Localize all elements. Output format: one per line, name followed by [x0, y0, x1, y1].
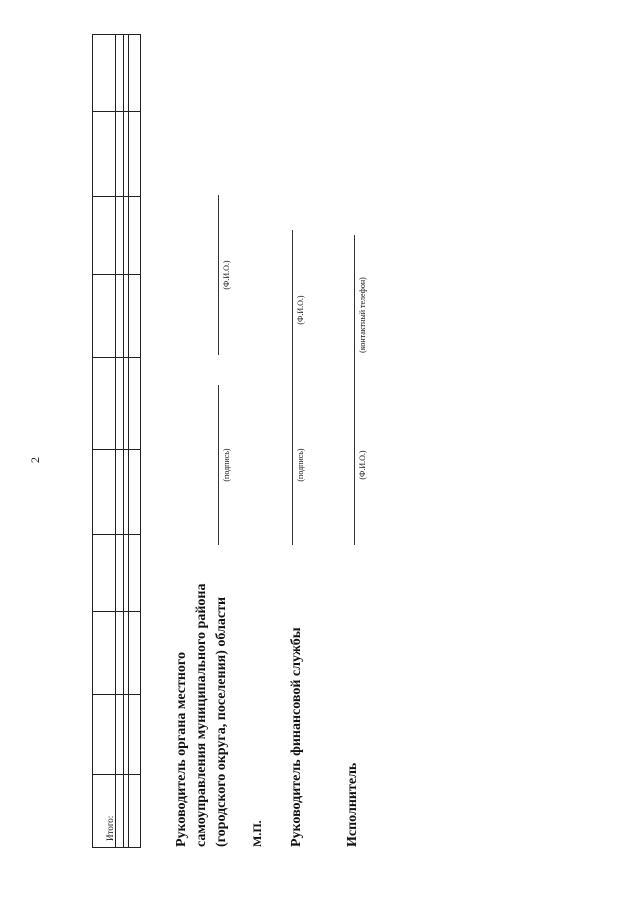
stamp-label: М.П.	[250, 820, 264, 847]
table-cell	[93, 612, 116, 695]
finance-name-hint: (Ф.И.О.)	[296, 295, 305, 325]
table-cell	[93, 358, 116, 450]
table-cell	[116, 450, 124, 535]
table-cell	[93, 695, 116, 775]
table-cell	[129, 450, 141, 535]
total-label-cell	[93, 775, 116, 848]
page-number: 2	[28, 457, 42, 463]
table-cell	[93, 275, 116, 358]
head-signature-hint: (подпись)	[222, 448, 231, 482]
table-cell	[116, 112, 124, 197]
table-cell	[129, 695, 141, 775]
executor-phone-hint: (контактный телефон)	[358, 277, 367, 353]
table-cell	[116, 358, 124, 450]
table-cell	[129, 612, 141, 695]
table-cell	[129, 35, 141, 112]
table-cell	[116, 612, 124, 695]
table-cell	[116, 695, 124, 775]
finance-head-title: Руководитель финансовой службы	[289, 627, 304, 847]
head-name-line	[218, 195, 219, 355]
table-cell	[93, 450, 116, 535]
table-cell	[116, 775, 124, 848]
head-name-hint: (Ф.И.О.)	[222, 260, 231, 290]
total-label: Итого:	[105, 815, 115, 841]
executor-title: Исполнитель	[345, 762, 360, 847]
table-cell	[129, 535, 141, 612]
table-cell	[116, 275, 124, 358]
executor-phone-line	[354, 235, 355, 395]
table-row	[116, 35, 124, 848]
table-row	[129, 35, 141, 848]
table-cell	[93, 112, 116, 197]
finance-name-line	[292, 230, 293, 390]
head-official-title: Руководитель органа местного самоуправления муниципального района (городского округа, поселения) области	[174, 583, 229, 847]
finance-signature-hint: (подпись)	[296, 448, 305, 482]
table-cell	[116, 535, 124, 612]
table-cell	[129, 775, 141, 848]
totals-table	[92, 34, 141, 848]
table-cell	[129, 112, 141, 197]
table-cell	[93, 197, 116, 275]
finance-signature-line	[292, 385, 293, 545]
table-cell	[129, 275, 141, 358]
table-cell	[129, 197, 141, 275]
table-cell	[129, 358, 141, 450]
table-cell	[116, 35, 124, 112]
table-cell	[93, 535, 116, 612]
head-signature-line	[218, 385, 219, 545]
table-cell	[116, 197, 124, 275]
table-row	[93, 35, 116, 848]
executor-name-hint: (Ф.И.О.)	[358, 450, 367, 480]
executor-name-line	[354, 385, 355, 545]
table-cell	[93, 35, 116, 112]
